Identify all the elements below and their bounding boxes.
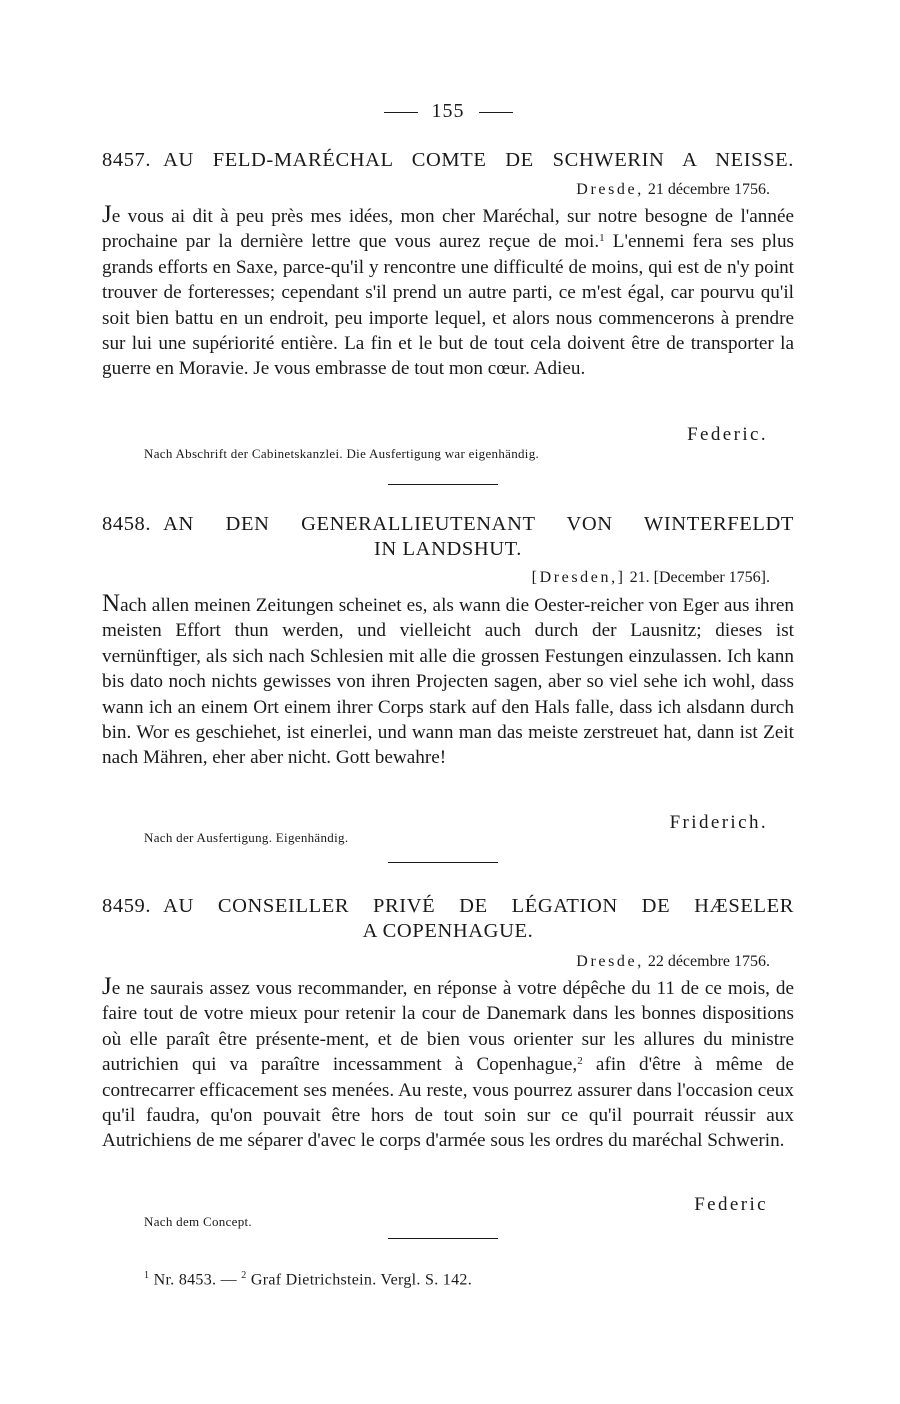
- page-number: 155: [102, 100, 794, 123]
- letter-8459-heading: [102, 894, 794, 918]
- letter-title: AU FELD-MARÉCHAL COMTE DE SCHWERIN A NEISSE.: [163, 149, 794, 171]
- footnote-marker[interactable]: 1: [599, 232, 605, 245]
- letter-number: 8458.: [102, 513, 152, 535]
- letter-8457-source: Nach Abschrift der Cabinetskanzlei. Die Ausfertigung war eigenhändig.: [144, 446, 540, 461]
- date-day: 22 décembre 1756.: [647, 953, 770, 970]
- body-text-part: e vous ai dit à peu près mes idées, mon cher Maréchal, sur notre besogne de l'année prochaine par la dernière lettre que vous aurez reçue de moi.: [102, 206, 794, 253]
- letter-8458-signature: Friderich.: [669, 812, 768, 833]
- letter-8458-heading: [102, 512, 794, 536]
- footnote-mark: 1: [144, 1270, 150, 1281]
- letter-8457-signature: Federic.: [687, 424, 768, 445]
- letter-8459-source: Nach dem Concept.: [144, 1214, 252, 1229]
- date-place: Dresde,: [576, 953, 644, 970]
- initial-letter: J: [102, 973, 112, 1000]
- letter-8458-heading-cont: IN LANDSHUT.: [373, 538, 523, 560]
- footnote-marker[interactable]: 2: [577, 1055, 583, 1068]
- letter-8459-dateline: [576, 952, 770, 972]
- letter-8457-heading: [102, 148, 794, 172]
- footnote-text: Nr. 8453. —: [153, 1271, 237, 1289]
- body-text-part: e ne saurais assez vous recommander, en réponse à votre dépêche du 11 de ce mois, de faire tout de votre mieux pour retenir la cour de Danemark dans les bonnes dispositions où elle paraît être présente-ment, et de bien vous orienter sur les allures du ministre autrichien qui va paraître incessamment à Copenhague,: [102, 978, 794, 1076]
- letter-number: 8459.: [102, 895, 152, 917]
- date-place: Dresde,: [576, 181, 644, 198]
- letter-8459-heading-cont: A COPENHAGUE.: [362, 920, 534, 942]
- letter-number: 8457.: [102, 149, 152, 171]
- footnote-mark: 2: [241, 1270, 247, 1281]
- letter-title: AN DEN GENERALLIEUTENANT VON WINTERFELDT: [163, 513, 794, 535]
- letter-title: AU CONSEILLER PRIVÉ DE LÉGATION DE HÆSELER: [163, 895, 794, 917]
- page-number-dash-right: [479, 112, 513, 113]
- date-day: 21 décembre 1756.: [647, 181, 770, 198]
- initial-letter: J: [102, 201, 112, 228]
- letter-8457-dateline: [576, 180, 770, 200]
- letter-8457-body: [102, 201, 795, 382]
- letter-8459-signature: Federic: [694, 1194, 768, 1215]
- body-text-part: ach allen meinen Zeitungen scheinet es, als wann die Oester-reicher von Eger aus ihren meisten Effort thun werden, und vielleicht auch durch der Lausnitz; dieses ist vernünftiger, als sich nach Schlesien mit alle die grossen Festungen einzulassen. Ich kann bis dato noch nichts gewisses von ihren Projecten sagen, aber so viel sehe ich wohl, dass wann ich an einem Ort einem ihrer Corps stark auf den Hals falle, dass ich alsdann durch bin. Wor es geschiehet, ist einerlei, und wann man das meiste zerstreuet hat, dann ist Zeit nach Mähren, eher aber nicht. Gott bewahre!: [102, 595, 794, 769]
- date-day: 21. [December 1756].: [629, 569, 770, 586]
- body-text-part: L'ennemi fera ses plus grands efforts en Saxe, parce-qu'il y rencontre une difficulté de moins, qui est de n'y point trouver de forteresses; cependant s'il prend un autre parti, ce m'est égal, car pourvu qu'il soit bien battu en un endroit, peu importe lequel, et alors nous commencerons à prendre sur lui une supériorité entière. La fin et le but de tout cela doivent être de transporter la guerre en Moravie. Je vous embrasse de tout mon cœur. Adieu.: [102, 231, 795, 380]
- body-text-part: afin d'être à même de contrecarrer efficacement ses menées. Au reste, vous pourrez assurer dans l'occasion ceux qu'il faudra, qu'on pouvait être hors de tout soin sur ce qu'il pourrait réussir aux Autrichiens de me séparer d'avec le corps d'armée sous les ordres du maréchal Schwerin.: [102, 1054, 794, 1152]
- section-divider: [388, 862, 498, 863]
- footnote-divider: [388, 1238, 498, 1239]
- letter-8458-source: Nach der Ausfertigung. Eigenhändig.: [144, 830, 349, 845]
- date-place: [Dresden,]: [531, 569, 626, 586]
- footnotes: [144, 1270, 472, 1289]
- letter-8458-dateline: [532, 568, 770, 588]
- page-number-dash-left: [384, 112, 418, 113]
- letter-8459-body: [102, 973, 794, 1154]
- letter-8458-body: [102, 590, 794, 771]
- initial-letter: N: [102, 590, 121, 617]
- footnote-text: Graf Dietrichstein. Vergl. S. 142.: [250, 1271, 473, 1289]
- section-divider: [388, 484, 498, 485]
